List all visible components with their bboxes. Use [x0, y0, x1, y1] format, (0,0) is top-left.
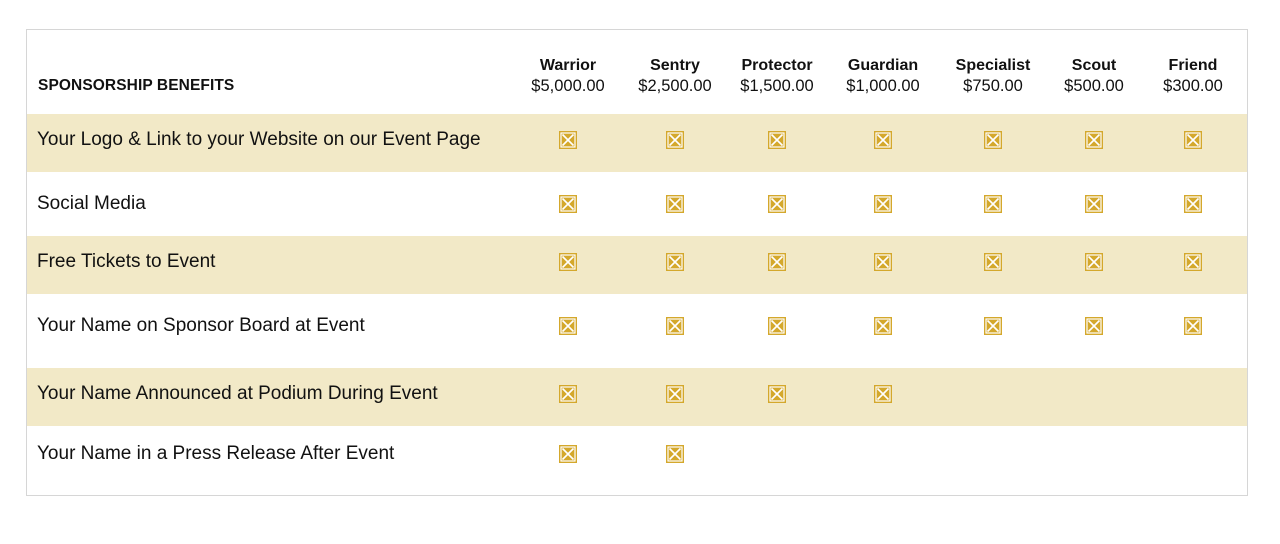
- table-row: [27, 114, 1247, 172]
- benefit-label: Your Name Announced at Podium During Event: [37, 383, 438, 404]
- tier-name: Specialist: [955, 57, 1031, 74]
- tier-price: $5,000.00: [531, 77, 605, 95]
- tier-header-friend: [1163, 56, 1223, 96]
- benefit-label: Free Tickets to Event: [37, 251, 216, 272]
- checked-box-icon: [768, 385, 786, 403]
- checked-box-icon: [984, 131, 1002, 149]
- checked-box-icon: [666, 385, 684, 403]
- checked-box-icon: [559, 131, 577, 149]
- tier-name: Scout: [1071, 57, 1117, 74]
- table-title: SPONSORSHIP BENEFITS: [38, 77, 235, 94]
- benefit-label: Social Media: [37, 193, 146, 214]
- checked-box-icon: [1184, 195, 1202, 213]
- tier-price: $2,500.00: [638, 77, 712, 95]
- checked-box-icon: [666, 131, 684, 149]
- table-row: [27, 428, 1247, 486]
- tier-header-sentry: [638, 56, 711, 96]
- tier-price: $750.00: [963, 77, 1023, 95]
- table-row: [27, 236, 1247, 294]
- checked-box-icon: [1085, 253, 1103, 271]
- tier-header-guardian: [846, 56, 919, 96]
- checked-box-icon: [984, 253, 1002, 271]
- benefit-label: Your Name in a Press Release After Event: [37, 443, 395, 464]
- sponsorship-table: [26, 29, 1248, 496]
- checked-box-icon: [984, 317, 1002, 335]
- checked-box-icon: [768, 317, 786, 335]
- table-row: [27, 178, 1247, 236]
- table-row: [27, 368, 1247, 426]
- checked-box-icon: [874, 131, 892, 149]
- checked-box-icon: [559, 385, 577, 403]
- tier-header-warrior: [531, 56, 604, 96]
- tier-name: Friend: [1168, 57, 1218, 74]
- tier-name: Sentry: [650, 57, 700, 74]
- checked-box-icon: [1184, 253, 1202, 271]
- tier-price: $1,000.00: [846, 77, 920, 95]
- checked-box-icon: [984, 195, 1002, 213]
- checked-box-icon: [559, 317, 577, 335]
- checked-box-icon: [874, 195, 892, 213]
- tier-header-specialist: [956, 56, 1031, 96]
- benefit-label: Your Logo & Link to your Website on our Event Page: [37, 129, 481, 150]
- checked-box-icon: [1085, 131, 1103, 149]
- checked-box-icon: [666, 317, 684, 335]
- tier-name: Protector: [741, 57, 813, 74]
- checked-box-icon: [1184, 131, 1202, 149]
- tier-price: $300.00: [1163, 77, 1223, 95]
- checked-box-icon: [768, 195, 786, 213]
- tier-header-protector: [740, 56, 813, 96]
- tier-header-scout: [1064, 56, 1124, 96]
- checked-box-icon: [1085, 195, 1103, 213]
- checked-box-icon: [559, 253, 577, 271]
- checked-box-icon: [874, 385, 892, 403]
- tier-name: Guardian: [847, 57, 919, 74]
- checked-box-icon: [1184, 317, 1202, 335]
- checked-box-icon: [666, 445, 684, 463]
- checked-box-icon: [874, 253, 892, 271]
- tier-price: $1,500.00: [740, 77, 814, 95]
- table-header: [27, 30, 1247, 114]
- checked-box-icon: [666, 195, 684, 213]
- checked-box-icon: [666, 253, 684, 271]
- tier-price: $500.00: [1064, 77, 1124, 95]
- checked-box-icon: [768, 131, 786, 149]
- checked-box-icon: [874, 317, 892, 335]
- benefit-label: Your Name on Sponsor Board at Event: [37, 315, 365, 336]
- checked-box-icon: [559, 195, 577, 213]
- checked-box-icon: [1085, 317, 1103, 335]
- tier-name: Warrior: [539, 57, 597, 74]
- table-row: [27, 300, 1247, 358]
- checked-box-icon: [559, 445, 577, 463]
- checked-box-icon: [768, 253, 786, 271]
